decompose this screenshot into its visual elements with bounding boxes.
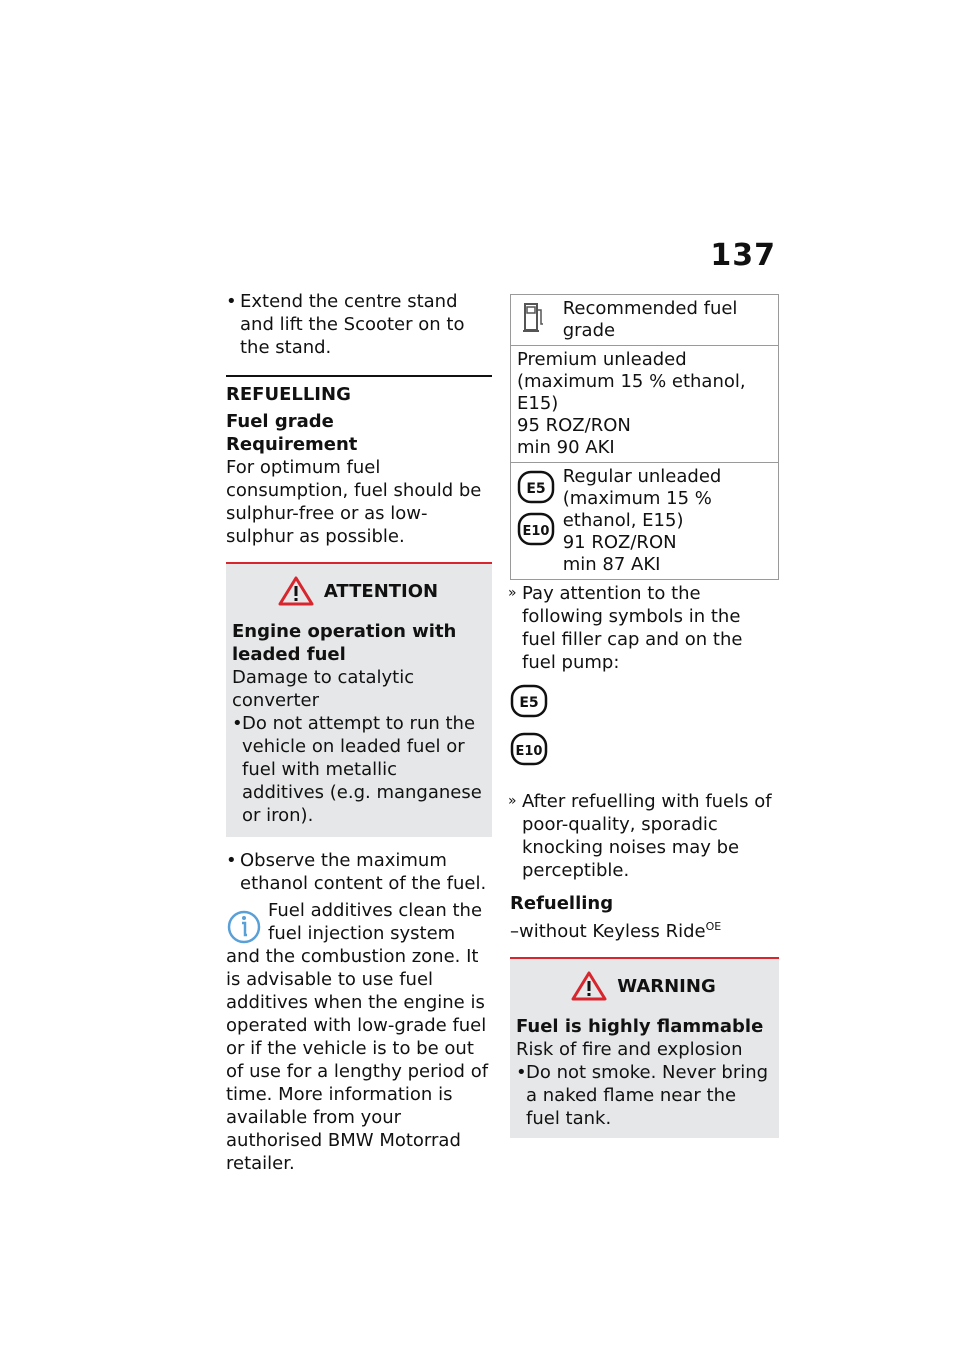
table-row bbox=[511, 295, 779, 346]
list-item bbox=[510, 790, 779, 882]
arrow-text: After refuelling with fuels of poor-quality, sporadic knocking noises may be perceptible. bbox=[522, 791, 772, 881]
row-line: 95 ROZ/RON bbox=[517, 415, 631, 436]
list-item bbox=[232, 712, 484, 827]
info-text: Fuel additives clean the fuel injection system and the combustion zone. It is advisable to use fuel additives when the engine is operated with low-grade fuel or if the vehicle is to be out of use for a lengthy period of time. More information is available from your authorised BMW Motorrad retailer. bbox=[226, 900, 489, 1174]
bullet-text: Observe the maximum ethanol content of the fuel. bbox=[240, 850, 487, 894]
bullet-dot-icon: • bbox=[226, 291, 237, 312]
oe-superscript: OE bbox=[705, 920, 722, 933]
notice-subtitle: Risk of fire and explosion bbox=[516, 1039, 743, 1060]
warning-triangle-icon bbox=[571, 971, 607, 1001]
table-row bbox=[511, 346, 779, 463]
heading-fuel-grade: Fuel grade bbox=[226, 411, 334, 432]
notice-label: ATTENTION bbox=[323, 580, 439, 602]
notice-header bbox=[232, 576, 484, 606]
info-icon bbox=[226, 905, 262, 945]
list-item bbox=[516, 1061, 771, 1130]
left-column bbox=[226, 290, 492, 1175]
list-item bbox=[226, 290, 492, 359]
table-header: Recommended fuel grade bbox=[562, 298, 738, 341]
double-arrow-icon: » bbox=[508, 793, 517, 809]
svg-text:E5: E5 bbox=[519, 695, 539, 711]
svg-text:E10: E10 bbox=[522, 524, 550, 539]
notice-title: Fuel is highly flammable bbox=[516, 1016, 764, 1037]
row-line: 91 ROZ/RON bbox=[562, 532, 677, 553]
bullet-text: Do not smoke. Never bring a naked flame near the fuel tank. bbox=[526, 1062, 769, 1129]
warning-notice bbox=[510, 957, 779, 1138]
row-line: (maximum 15 % ethanol, bbox=[517, 371, 746, 392]
symbol-e5 bbox=[510, 682, 779, 726]
list-item bbox=[510, 582, 779, 674]
page-number: 137 bbox=[710, 238, 776, 273]
bullet-dot-icon: • bbox=[232, 713, 243, 734]
fuel-pump-icon bbox=[517, 298, 557, 342]
notice-title: Engine operation with leaded fuel bbox=[232, 621, 457, 665]
table-row bbox=[511, 463, 779, 580]
refuelling-subtitle-text: –without Keyless Ride bbox=[510, 921, 706, 942]
row-line: ethanol, E15) bbox=[562, 510, 684, 531]
double-arrow-icon: » bbox=[508, 585, 517, 601]
fuel-grade-table bbox=[510, 294, 779, 580]
arrow-text: Pay attention to the following symbols in the fuel filler cap and on the fuel pump: bbox=[522, 583, 743, 673]
row-line: min 87 AKI bbox=[562, 554, 661, 575]
row-line: (maximum 15 % bbox=[562, 488, 712, 509]
bullet-dot-icon: • bbox=[516, 1062, 527, 1083]
svg-text:E10: E10 bbox=[515, 744, 543, 759]
e5-icon bbox=[510, 682, 550, 722]
row-line: Regular unleaded bbox=[562, 466, 722, 487]
symbol-e10 bbox=[510, 730, 779, 774]
e10-icon bbox=[510, 730, 550, 770]
attention-notice bbox=[226, 562, 492, 837]
table-cell bbox=[511, 346, 779, 463]
notice-header bbox=[516, 971, 771, 1001]
refuelling-subtitle bbox=[510, 915, 779, 943]
notice-subtitle: Damage to catalytic converter bbox=[232, 667, 415, 711]
table-cell bbox=[511, 463, 779, 580]
info-note bbox=[226, 899, 492, 1175]
list-item bbox=[226, 849, 492, 895]
heading-refuelling: Refuelling bbox=[510, 893, 614, 914]
svg-text:E5: E5 bbox=[526, 481, 546, 497]
notice-label: WARNING bbox=[617, 975, 716, 997]
row-text bbox=[563, 466, 768, 576]
right-column bbox=[510, 290, 779, 1138]
bullet-text: Extend the centre stand and lift the Scooter on to the stand. bbox=[240, 291, 465, 358]
heading-requirement: Requirement bbox=[226, 434, 358, 455]
bullet-dot-icon: • bbox=[226, 850, 237, 871]
bullet-text: Do not attempt to run the vehicle on leaded fuel or fuel with metallic additives (e.g. manganese or iron). bbox=[242, 713, 482, 826]
requirement-text: For optimum fuel consumption, fuel should be sulphur-free or as low-sulphur as possible. bbox=[226, 457, 482, 547]
row-line: E15) bbox=[517, 393, 559, 414]
warning-triangle-icon bbox=[278, 576, 314, 606]
fuel-symbol-icons bbox=[517, 466, 557, 562]
section-title: REFUELLING bbox=[226, 375, 492, 406]
e5-e10-icon bbox=[517, 466, 557, 556]
table-header-cell bbox=[511, 295, 779, 346]
row-line: Premium unleaded bbox=[517, 349, 687, 370]
row-line: min 90 AKI bbox=[517, 437, 615, 458]
